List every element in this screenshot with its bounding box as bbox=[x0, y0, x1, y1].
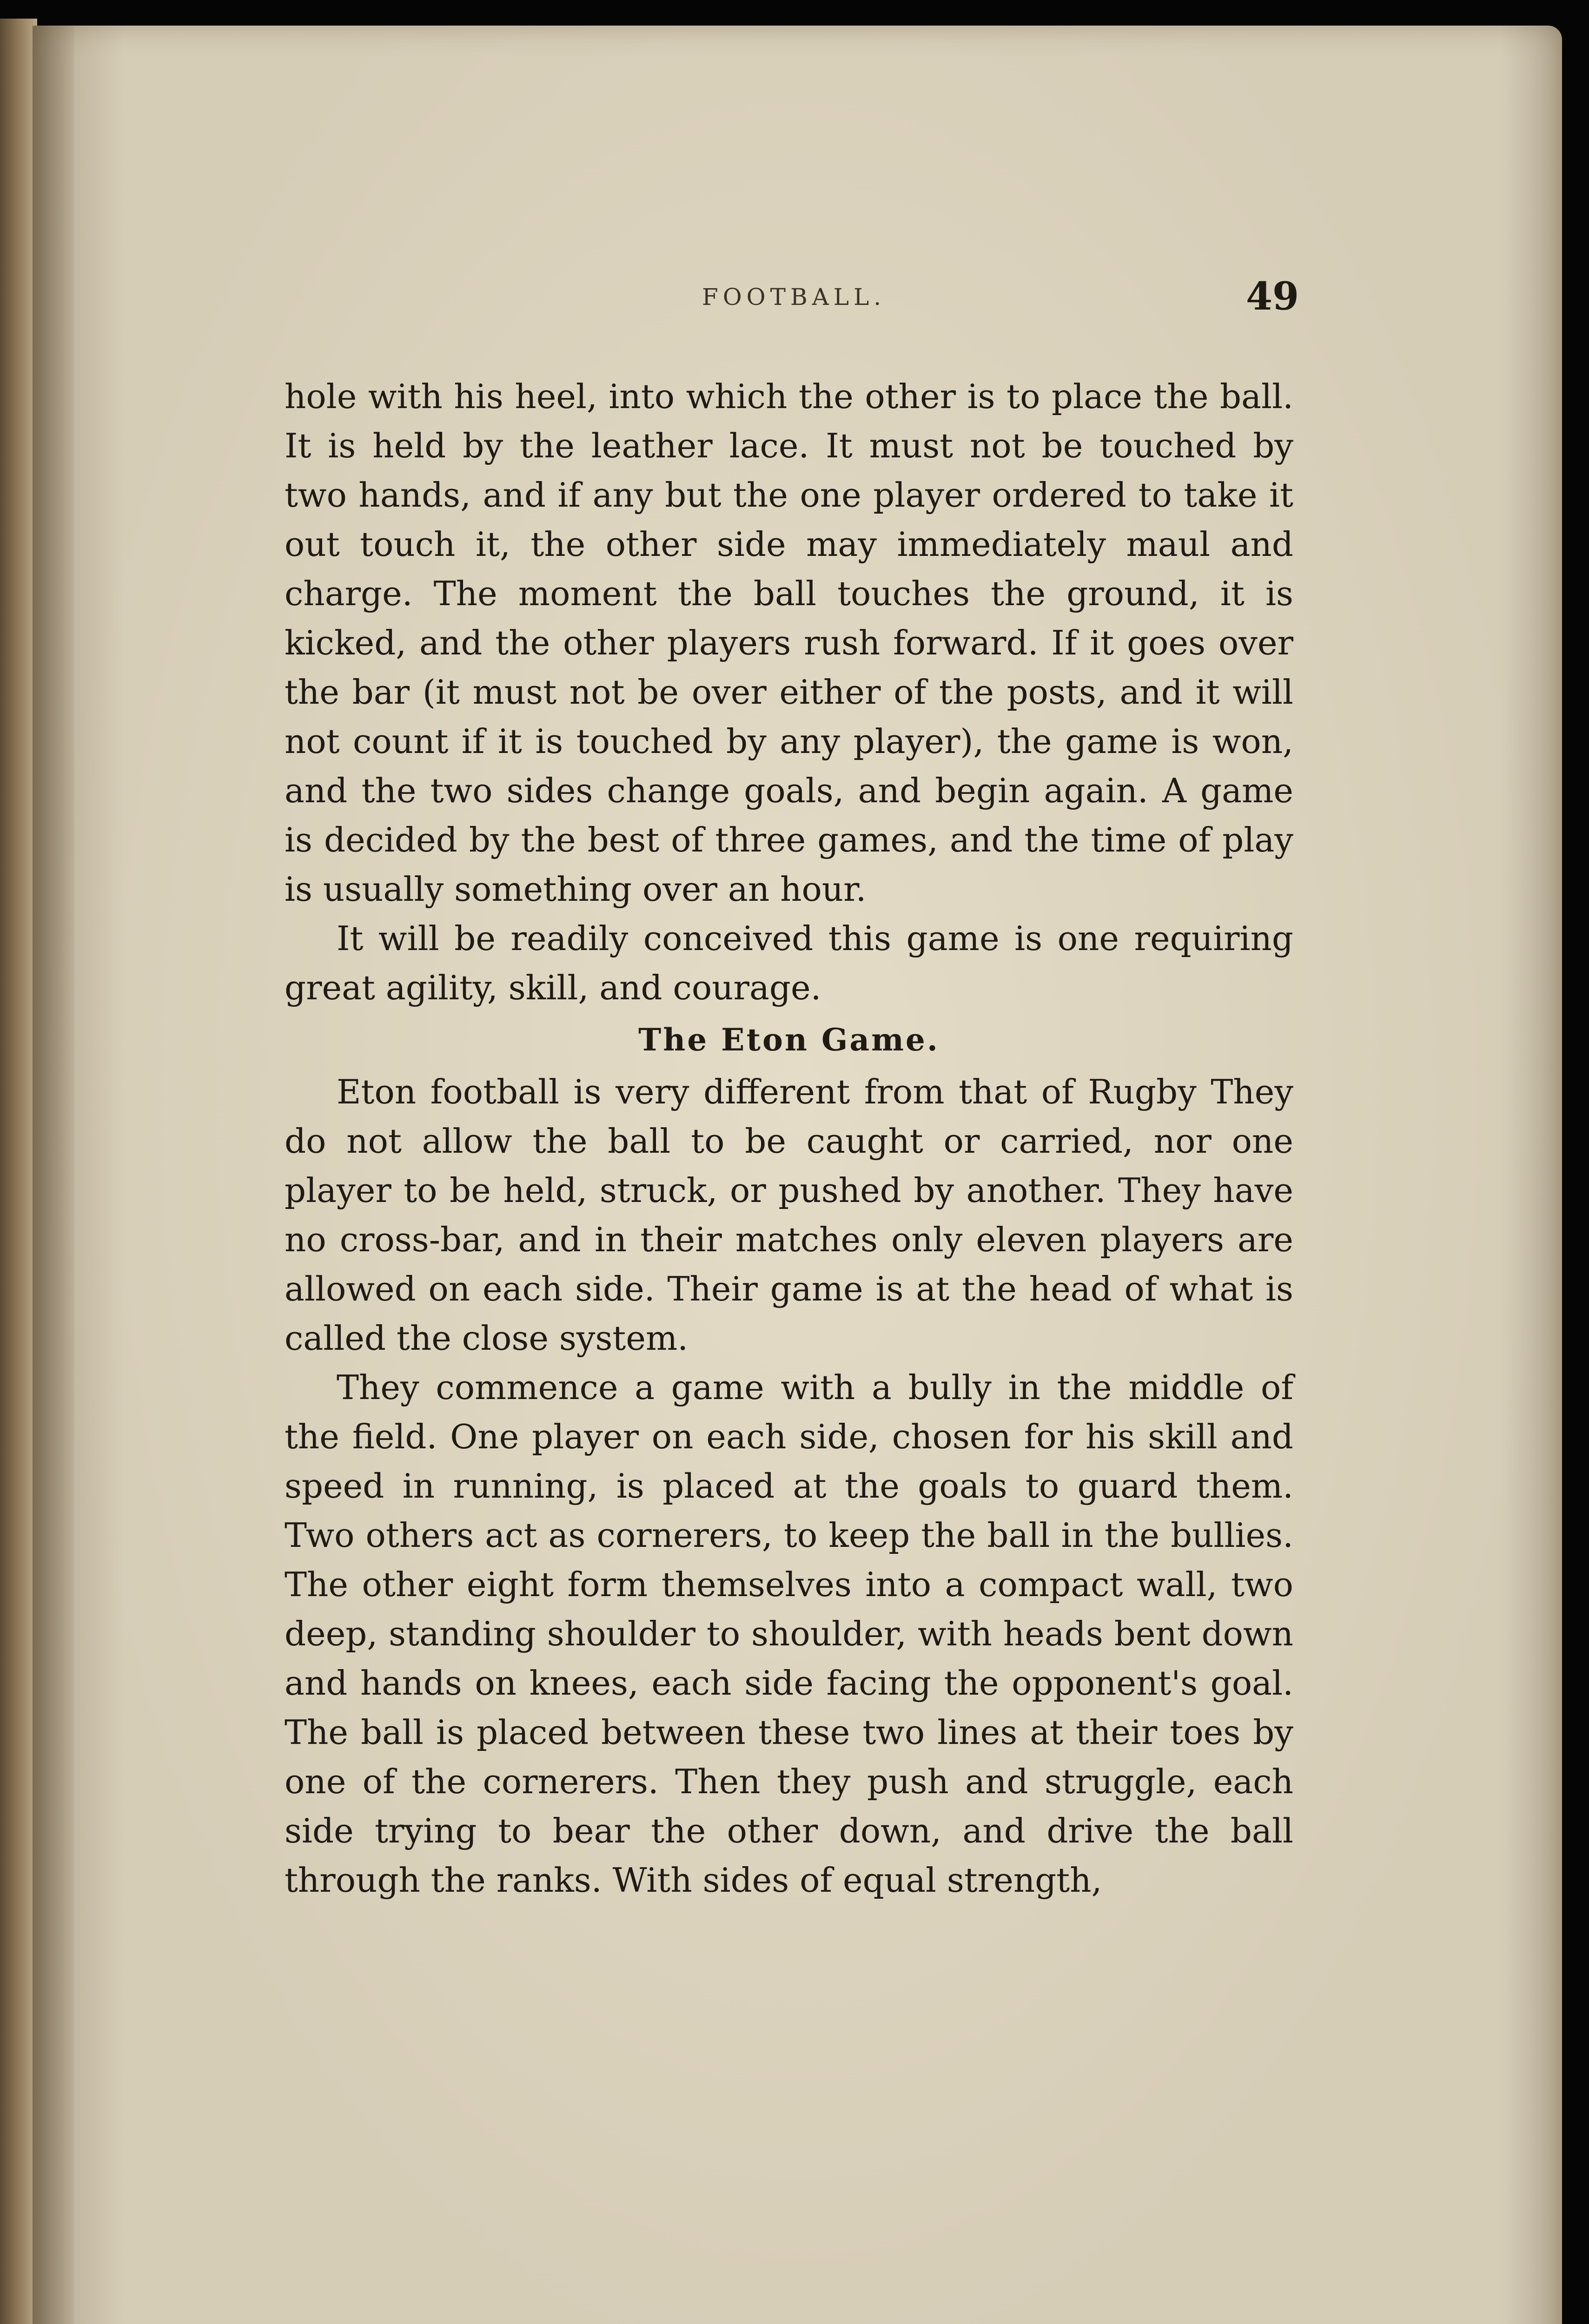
paragraph-continued: hole with his heel, into which the other is to place the ball. It is held by the leather lace. It must not be touched by two hands, and if any but the one player ordered to take it out touch it, the other side may immediately maul and charge. The moment the ball touches the ground, it is kicked, and the other players rush forward. If it goes over the bar (it must not be over either of the posts, and it will not count if it is touched by any player), the game is won, and the two sides change goals, and begin again. A game is decided by the best of three games, and the time of play is usually something over an hour. bbox=[285, 377, 1293, 909]
running-title: FOOTBALL. bbox=[702, 284, 886, 310]
section-heading: The Eton Game. bbox=[638, 1022, 940, 1058]
page-number: 49 bbox=[1246, 274, 1299, 319]
paragraph: It will be readily conceived this game is one requiring great agility, skill, and courage. bbox=[285, 919, 1293, 1007]
page-gutter bbox=[33, 26, 74, 2324]
paragraph: They commence a game with a bully in the middle of the field. One player on each side, chosen for his skill and speed in running, is placed at the goals to guard them. Two others act as cornerers, to keep the ball in the bullies. The other eight form themselves into a compact wall, two deep, standing shoulder to shoulder, with heads bent down and hands on knees, each side facing the opponent's goal. The ball is placed between these two lines at their toes by one of the cornerers. Then they push and struggle, each side trying to bear the other down, and drive the ball through the ranks. With sides of equal strength, bbox=[285, 1368, 1293, 1900]
paragraph: Eton football is very different from that of Rugby They do not allow the ball to be caught or carried, nor one player to be held, struck, or pushed by another. They have no cross-bar, and in their matches only eleven players are allowed on each side. Their game is at the head of what is called the close system. bbox=[285, 1072, 1293, 1358]
running-head bbox=[0, 274, 1589, 321]
adjacent-page-edge bbox=[0, 19, 37, 2324]
body-text bbox=[285, 372, 1293, 1905]
